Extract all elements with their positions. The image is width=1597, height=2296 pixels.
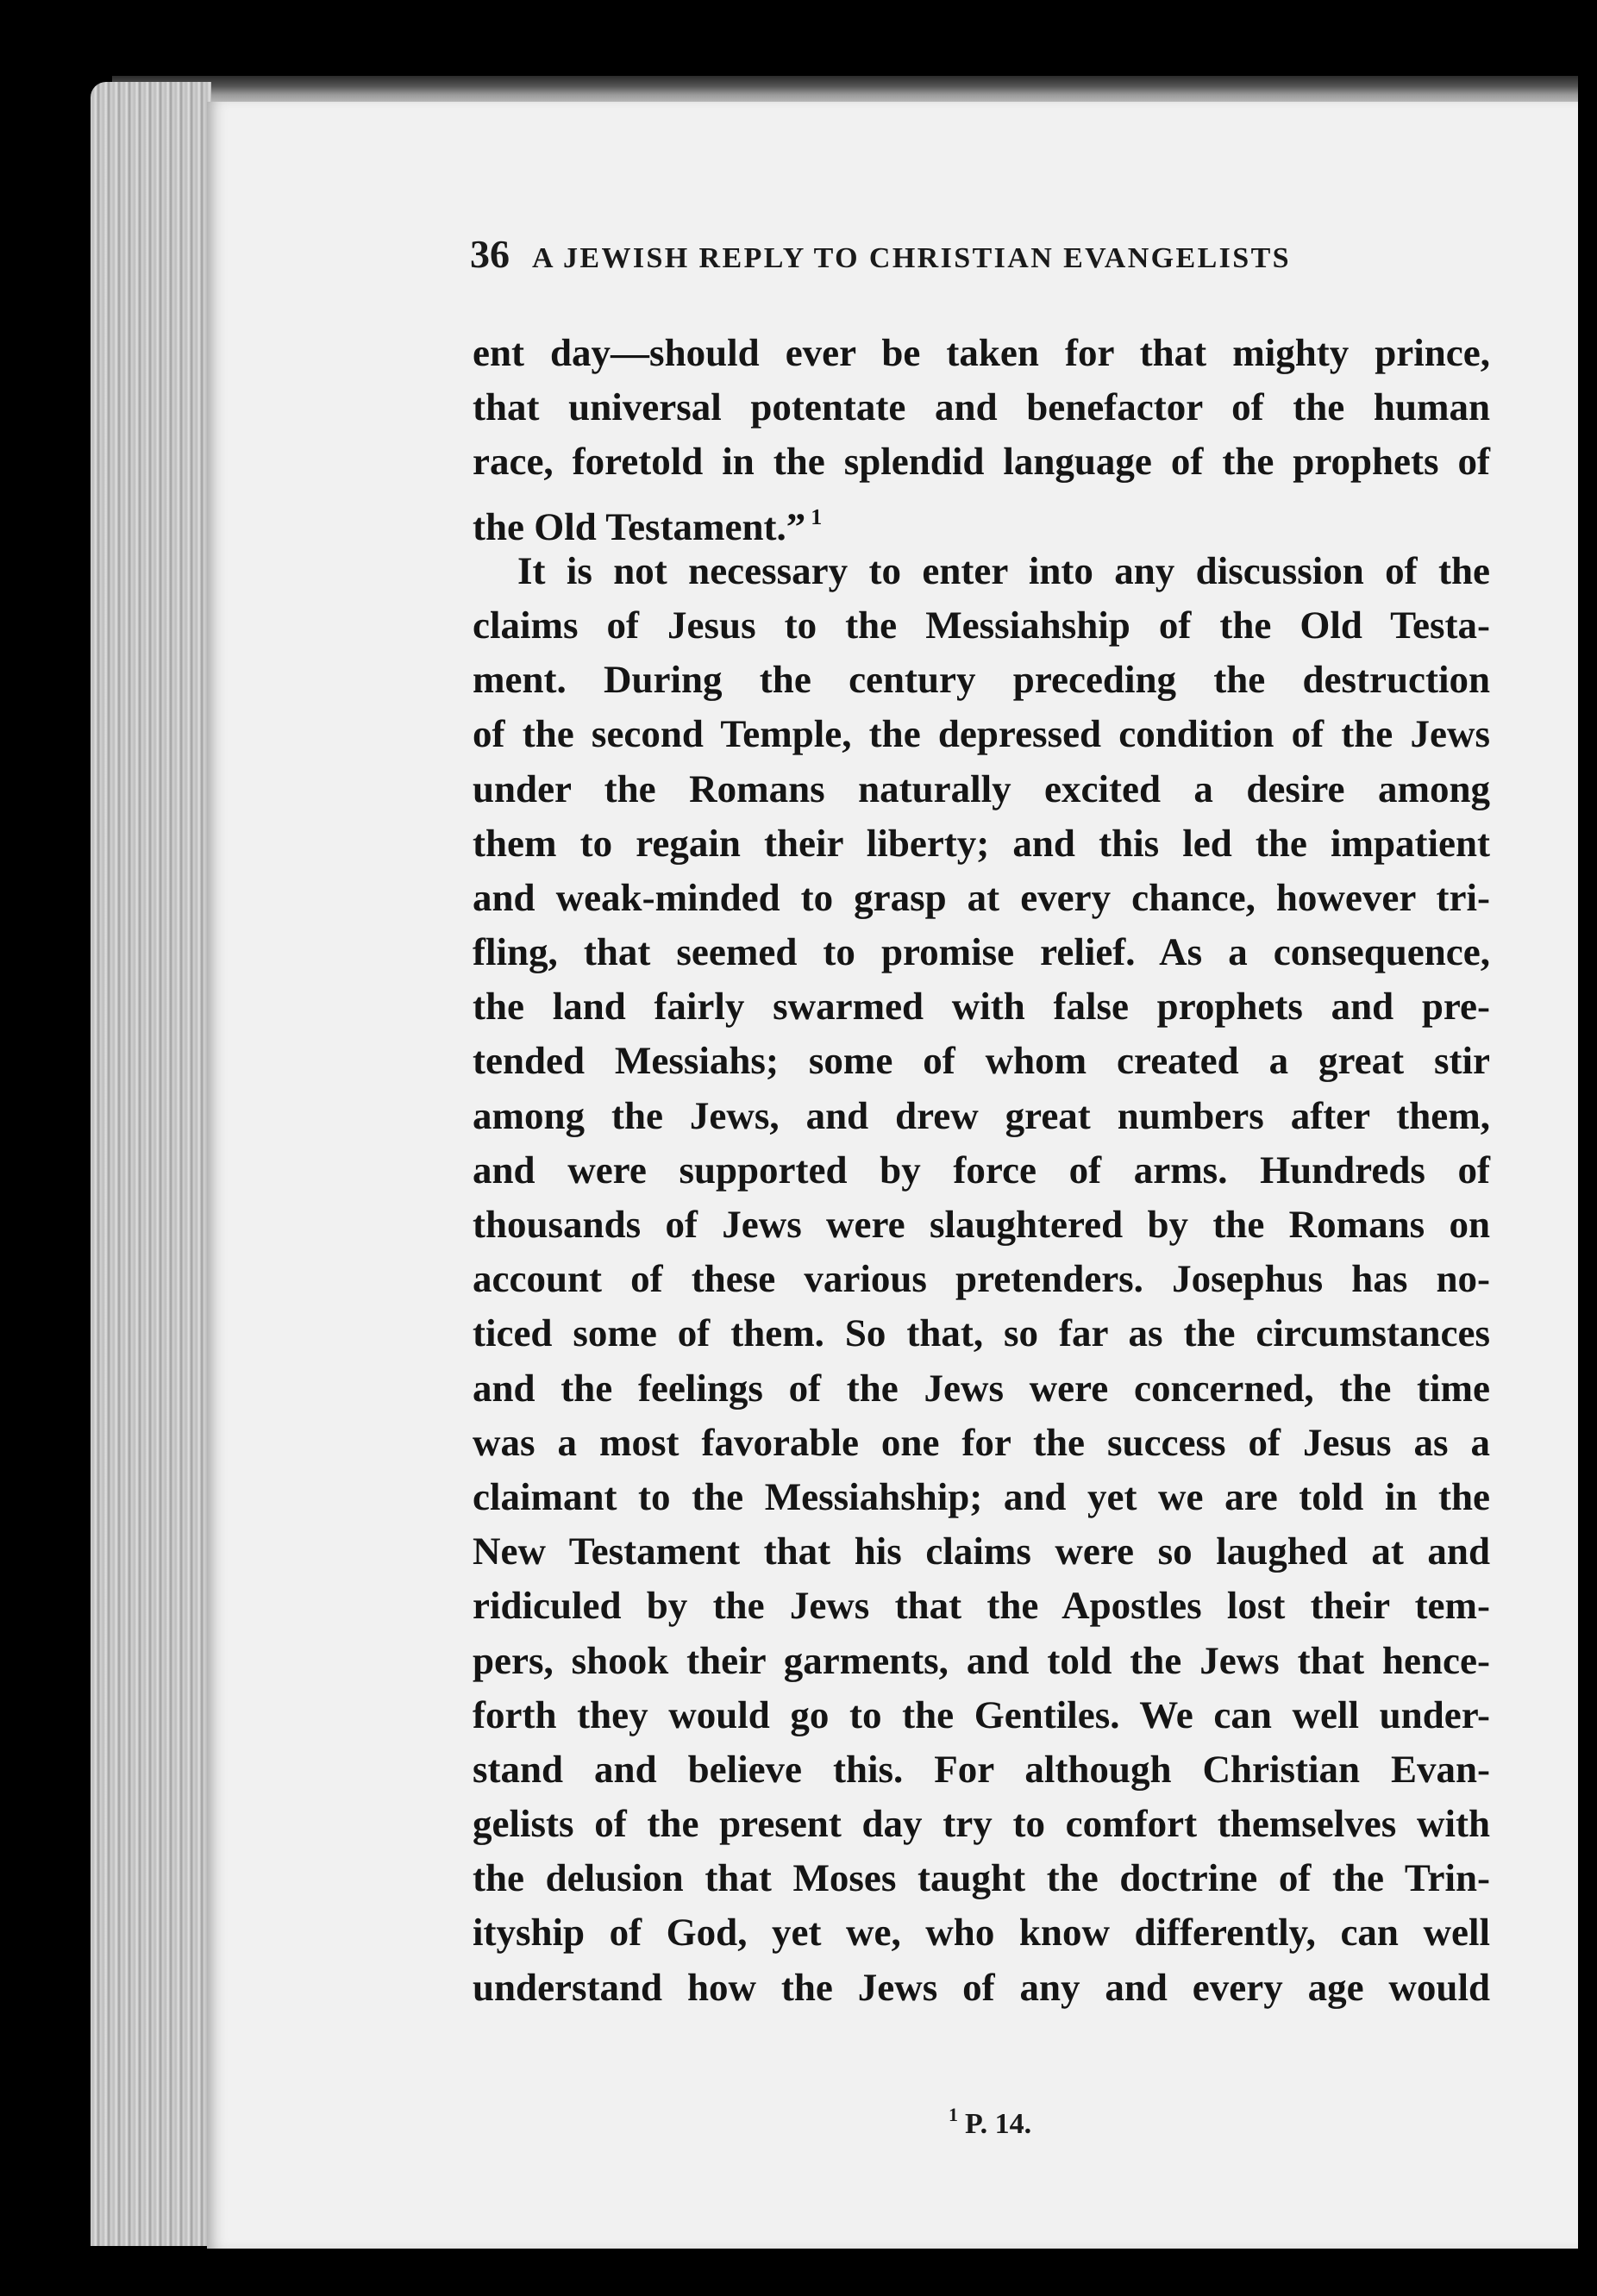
body-text: [473, 326, 1490, 2015]
text-line-with-footnote: [473, 490, 1490, 548]
text-line: and weak-minded to grasp at every chance, however tri-: [473, 875, 1490, 919]
text-line: among the Jews, and drew great numbers after them,: [473, 1093, 1490, 1137]
text-line: the Old Testament.”: [473, 504, 806, 548]
footnote: [949, 2104, 1207, 2141]
text-line: and the feelings of the Jews were concerned, the time: [473, 1366, 1490, 1410]
running-title: A JEWISH REPLY TO CHRISTIAN EVANGELISTS: [532, 242, 1291, 274]
text-line: the land fairly swarmed with false prophets and pre-: [473, 985, 1490, 1029]
text-line: claimant to the Messiahship; and yet we are told in the: [473, 1474, 1490, 1518]
text-line: that universal potentate and benefactor of the human: [473, 385, 1490, 429]
text-line: ridiculed by the Jews that the Apostles lost their tem-: [473, 1584, 1490, 1628]
paragraph-2: [473, 544, 1490, 2015]
page-number: 36: [470, 232, 510, 276]
book-page-edges: [91, 82, 211, 2246]
text-line: them to regain their liberty; and this led the impatient: [473, 821, 1490, 865]
text-line: and were supported by force of arms. Hundreds of: [473, 1148, 1490, 1192]
running-head: [470, 231, 1419, 283]
text-line: ent day—should ever be taken for that mighty prince,: [473, 331, 1490, 374]
text-line: ment. During the century preceding the destruction: [473, 658, 1490, 702]
footnote-text: P. 14.: [965, 2108, 1032, 2140]
text-line: account of these various pretenders. Josephus has no-: [473, 1257, 1490, 1301]
text-line: of the second Temple, the depressed condition of the Jews: [473, 712, 1490, 756]
footnote-marker: 1: [949, 2104, 958, 2125]
footnote-reference: 1: [811, 504, 823, 529]
text-line: race, foretold in the splendid language of the prophets of: [473, 440, 1490, 484]
text-line: stand and believe this. For although Christian Evan-: [473, 1747, 1490, 1791]
text-line: forth they would go to the Gentiles. We can well under-: [473, 1692, 1490, 1736]
text-line: gelists of the present day try to comfort themselves with: [473, 1802, 1490, 1846]
text-line: understand how the Jews of any and every age would: [473, 1965, 1490, 2009]
text-line: pers, shook their garments, and told the Jews that hence-: [473, 1638, 1490, 1682]
text-line: tended Messiahs; some of whom created a great stir: [473, 1039, 1490, 1083]
text-line: under the Romans naturally excited a desire among: [473, 766, 1490, 810]
text-line: fling, that seemed to promise relief. As a consequence,: [473, 930, 1490, 974]
text-line: It is not necessary to enter into any discussion of the: [517, 548, 1490, 592]
text-line: was a most favorable one for the success of Jesus as a: [473, 1420, 1490, 1464]
text-line: claims of Jesus to the Messiahship of the Old Testa-: [473, 603, 1490, 647]
text-line: ticed some of them. So that, so far as the circumstances: [473, 1311, 1490, 1355]
text-line: thousands of Jews were slaughtered by the Romans on: [473, 1203, 1490, 1246]
text-line: the delusion that Moses taught the doctrine of the Trin-: [473, 1856, 1490, 1900]
text-line: ityship of God, yet we, who know differently, can well: [473, 1911, 1490, 1955]
text-line: New Testament that his claims were so laughed at and: [473, 1530, 1490, 1573]
paragraph-1: [473, 326, 1490, 548]
